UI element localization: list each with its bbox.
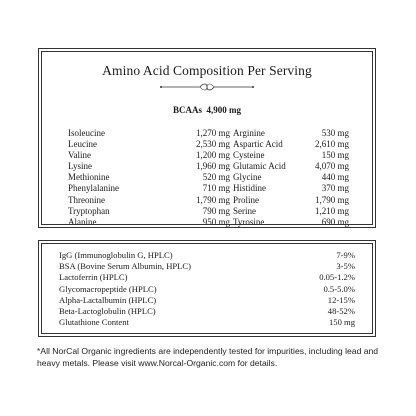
panel-title: Amino Acid Composition Per Serving: [102, 63, 312, 78]
item-value: 1,960 mg: [195, 161, 230, 172]
item-value: 0.05-1.2%: [319, 272, 355, 283]
item-value: 12-15%: [327, 294, 355, 305]
item-name: IgG (Immunoglobulin G, HPLC): [59, 250, 173, 260]
amino-acid-panel: [38, 48, 376, 228]
item-value: 440 mg: [321, 172, 349, 183]
list-item: [68, 183, 230, 194]
item-name: Glutathione Content: [59, 317, 129, 328]
item-name: Leucine: [68, 139, 97, 150]
item-name: Histidine: [233, 183, 266, 194]
item-value: 4,070 mg: [314, 161, 349, 172]
protein-fraction-panel: [38, 240, 376, 337]
item-name: Methionine: [68, 172, 110, 183]
item-value: 1,210 mg: [314, 205, 349, 216]
item-value: 1,200 mg: [195, 150, 230, 161]
item-name: Valine: [68, 150, 91, 161]
item-value: 2,610 mg: [314, 139, 349, 150]
item-value: 1,790 mg: [195, 194, 230, 205]
list-item: [59, 317, 355, 328]
item-name: BSA (Bovine Serum Albumin, HPLC): [59, 261, 192, 272]
list-item: [68, 195, 230, 206]
item-name: Threonine: [68, 194, 105, 205]
bcaa-label: BCAAs: [172, 105, 202, 115]
list-item: [233, 206, 349, 217]
item-value: 520 mg: [202, 172, 230, 183]
item-name: Serine: [233, 205, 256, 216]
item-value: 530 mg: [321, 128, 349, 138]
list-item: [59, 295, 355, 306]
item-value: 48-52%: [327, 305, 355, 316]
list-item: [233, 139, 349, 150]
item-name: Lactoferrin (HPLC): [59, 272, 128, 283]
item-name: Alpha-Lactalbumin (HPLC): [59, 294, 157, 305]
item-name: Tryptophan: [68, 205, 110, 216]
bcaa-total: [39, 105, 375, 115]
list-item: [68, 217, 230, 228]
list-item: [233, 217, 349, 228]
item-name: Aspartic Acid: [233, 139, 283, 150]
list-item: [59, 272, 355, 283]
item-value: 370 mg: [321, 183, 349, 194]
item-value: 0.5-5.0%: [323, 283, 355, 294]
amino-list-left: [68, 128, 230, 228]
list-item: [59, 261, 355, 272]
amino-list-right: [233, 128, 349, 228]
item-value: 7-9%: [336, 250, 355, 260]
list-item: [233, 195, 349, 206]
list-item: [68, 172, 230, 183]
list-item: [68, 206, 230, 217]
item-value: 790 mg: [202, 205, 230, 216]
protein-fraction-list: [59, 250, 355, 328]
list-item: [233, 161, 349, 172]
item-name: Glycomacropeptide (HPLC): [59, 283, 157, 294]
item-value: 1,270 mg: [195, 128, 230, 138]
footnote: *All NorCal Organic ingredients are independently tested for impurities, including lead and heavy metals. Please visit www.Norcal-Organic.com for details.: [37, 346, 379, 368]
list-item: [68, 139, 230, 150]
item-name: Beta-Lactoglobulin (HPLC): [59, 305, 156, 316]
list-item: [68, 128, 230, 139]
list-item: [59, 250, 355, 261]
item-value: 950 mg: [202, 216, 230, 227]
item-value: 1,790 mg: [314, 194, 349, 205]
item-value: 150 mg: [328, 317, 355, 328]
item-name: Phenylalanine: [68, 183, 119, 194]
list-item: [233, 172, 349, 183]
item-name: Tyrosine: [233, 216, 265, 227]
list-item: [59, 284, 355, 295]
flourish-ornament-icon: [157, 82, 257, 92]
list-item: [68, 161, 230, 172]
item-name: Isoleucine: [68, 128, 105, 138]
item-name: Cysteine: [233, 150, 265, 161]
item-name: Glycine: [233, 172, 262, 183]
item-name: Glutamic Acid: [233, 161, 286, 172]
item-name: Proline: [233, 194, 259, 205]
list-item: [68, 150, 230, 161]
item-value: 150 mg: [321, 150, 349, 161]
item-value: 710 mg: [202, 183, 230, 194]
list-item: [59, 306, 355, 317]
list-item: [233, 128, 349, 139]
item-name: Arginine: [233, 128, 265, 138]
item-value: 3-5%: [336, 261, 355, 272]
list-item: [233, 150, 349, 161]
list-item: [233, 183, 349, 194]
bcaa-value: 4,900 mg: [206, 105, 241, 115]
item-name: Alanine: [68, 216, 97, 227]
item-value: 690 mg: [321, 216, 349, 227]
item-value: 2,530 mg: [195, 139, 230, 150]
item-name: Lysine: [68, 161, 92, 172]
